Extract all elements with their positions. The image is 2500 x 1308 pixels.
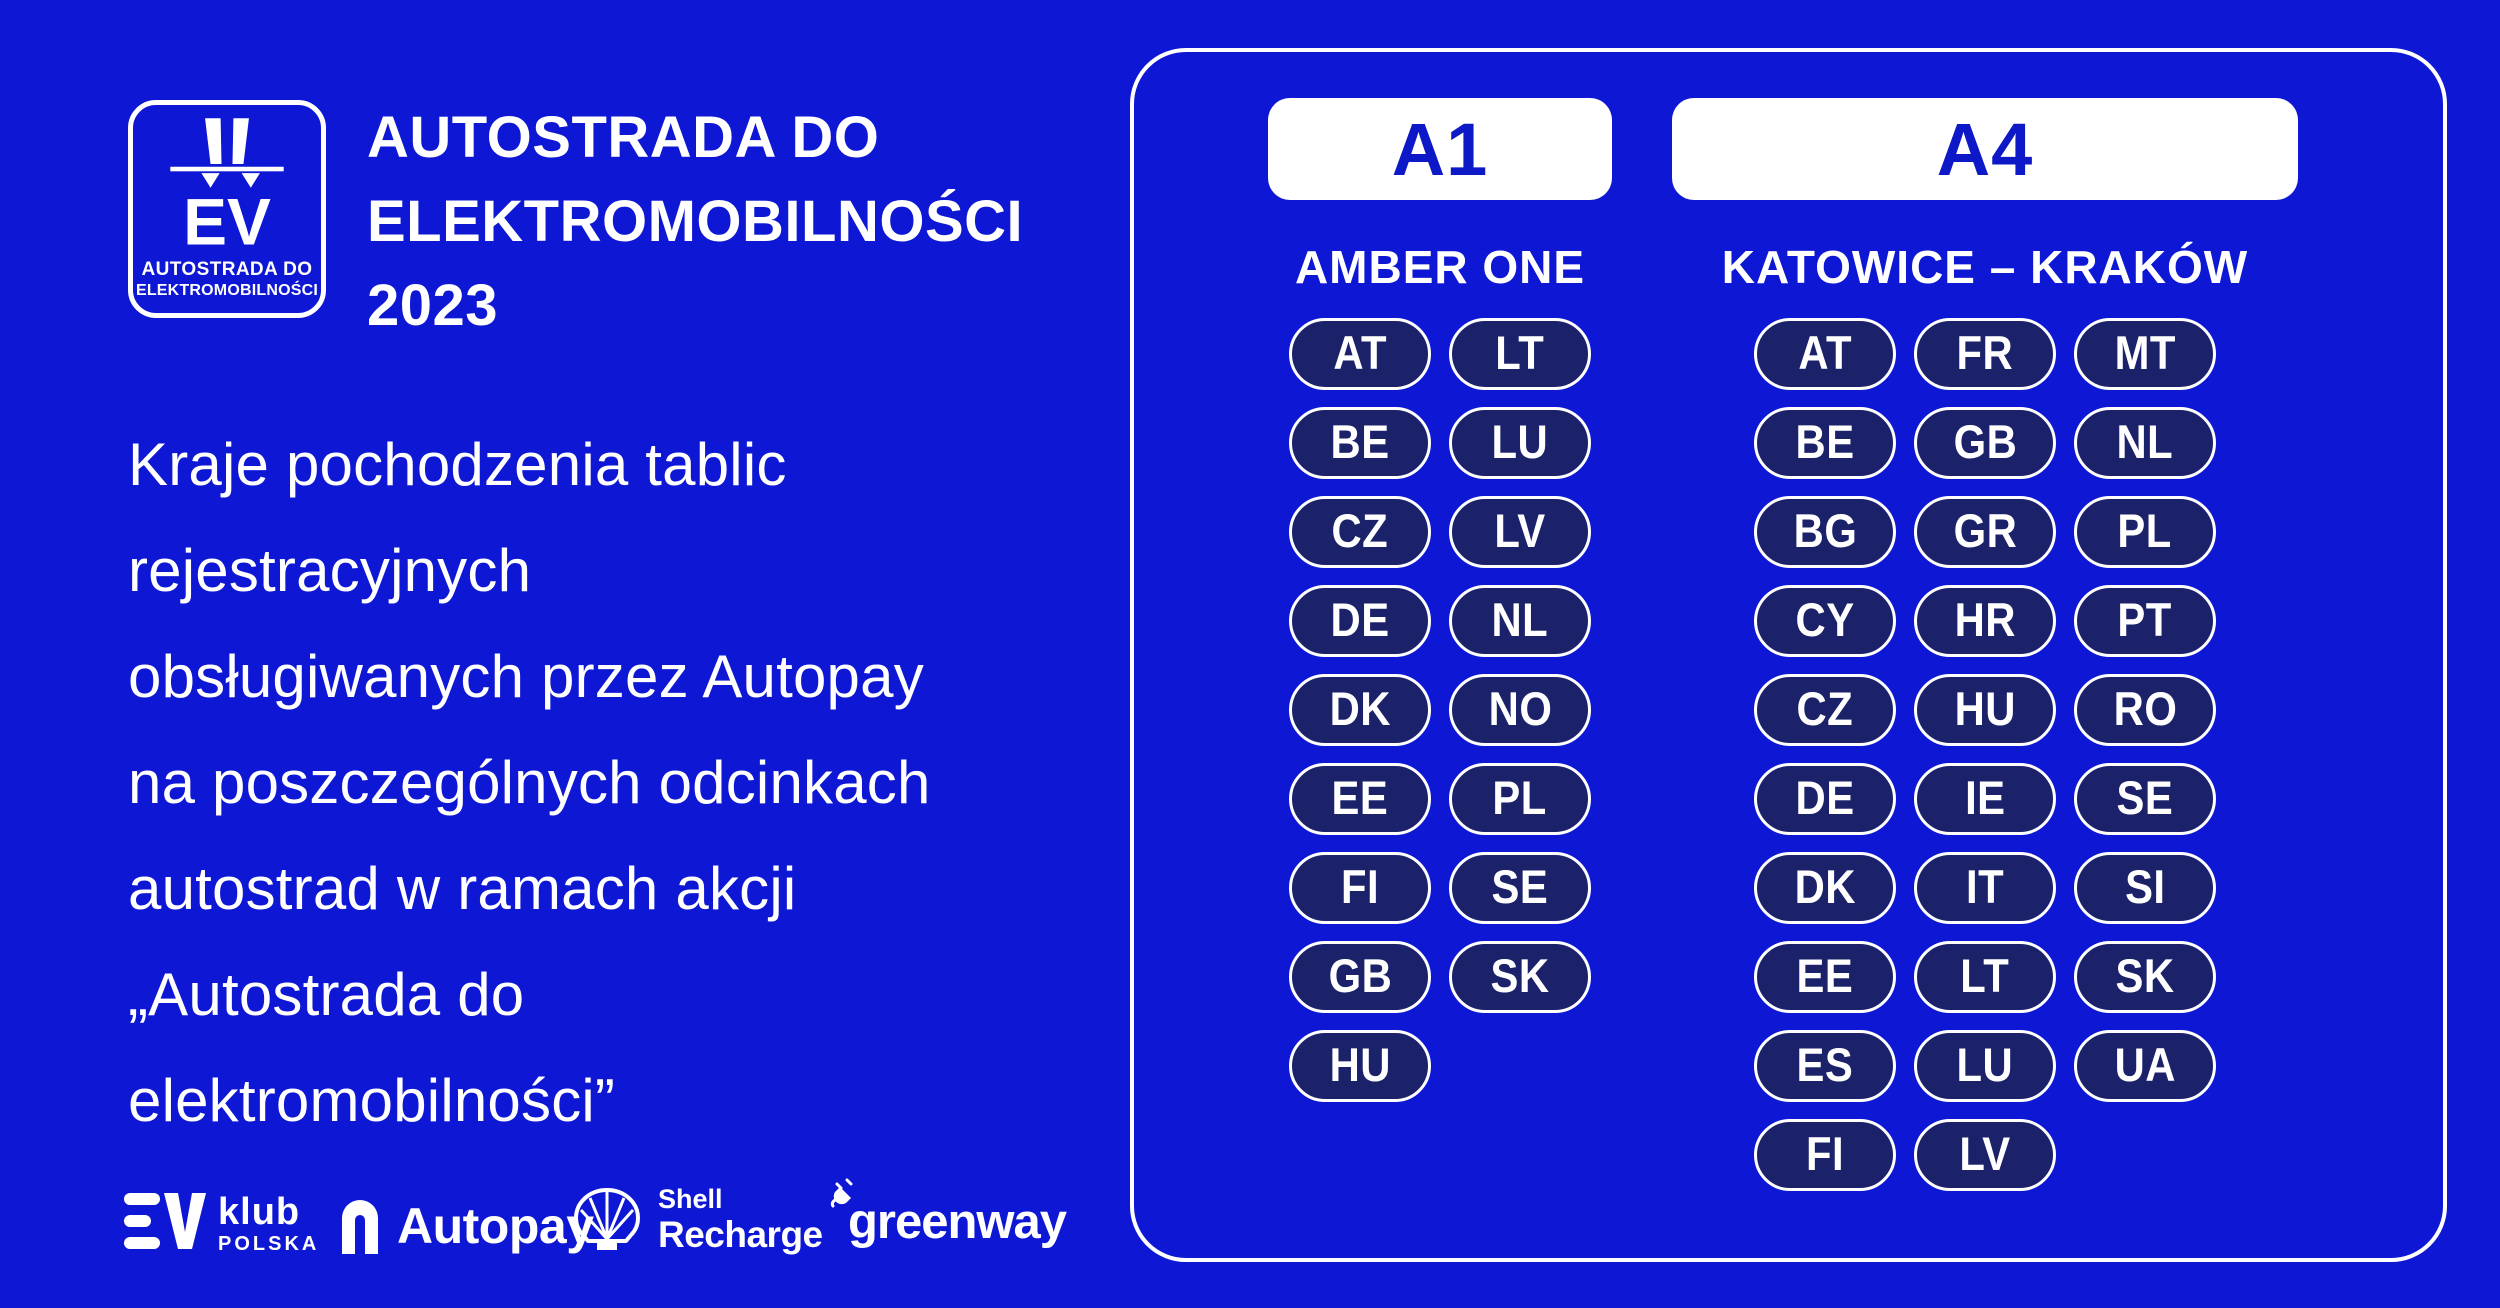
description-line: autostrad w ramach akcji — [128, 855, 797, 922]
country-code: HU — [1954, 683, 2016, 736]
country-code-pill — [1754, 763, 1896, 835]
shell-pecten-icon — [570, 1186, 644, 1257]
country-code-pill — [1754, 407, 1896, 479]
country-code: FR — [1956, 327, 2014, 380]
country-code: BE — [1795, 416, 1855, 469]
country-code: CZ — [1796, 683, 1854, 736]
highway-badge-a4-label: A4 — [1936, 107, 2034, 191]
country-code: SE — [1491, 861, 1549, 914]
logo-card-line2: ELEKTROMOBILNOŚCI — [135, 282, 319, 299]
country-code-pill — [1754, 585, 1896, 657]
highway-subtitle-a4: KATOWICE – KRAKÓW — [1721, 241, 2249, 293]
country-code: RO — [2113, 683, 2177, 736]
title-line: 2023 — [367, 273, 499, 338]
ev-klub-logo-icon — [124, 1188, 208, 1259]
country-code: HU — [1329, 1039, 1391, 1092]
country-code-pill — [1914, 674, 2056, 746]
country-code-pill — [1914, 763, 2056, 835]
country-code: PT — [2117, 594, 2173, 647]
country-code: BE — [1330, 416, 1390, 469]
country-code-pill — [1754, 674, 1896, 746]
country-code-pill — [2074, 318, 2216, 390]
description-line: obsługiwanych przez Autopay — [128, 643, 924, 710]
country-code-pill — [2074, 585, 2216, 657]
country-code-pill — [1289, 852, 1431, 924]
country-code-pill — [1449, 941, 1591, 1013]
country-code: SK — [2115, 950, 2175, 1003]
country-code-pill — [1449, 763, 1591, 835]
country-code: SI — [2124, 861, 2166, 914]
ev-polska-label: POLSKA — [218, 1233, 320, 1255]
country-code-pill — [1754, 852, 1896, 924]
greenway-label: greenway — [848, 1195, 1067, 1249]
country-code-pill — [1914, 585, 2056, 657]
country-code: IT — [1965, 861, 2005, 914]
country-code-pill — [1449, 407, 1591, 479]
country-code: EE — [1796, 950, 1854, 1003]
country-code-pill — [1289, 496, 1431, 568]
country-code-pill — [1914, 1030, 2056, 1102]
country-code-pill — [1289, 318, 1431, 390]
country-code-pill — [2074, 852, 2216, 924]
svg-text:EV: EV — [183, 184, 271, 251]
highway-badge-a1-label: A1 — [1391, 107, 1489, 191]
country-code: LT — [1495, 327, 1545, 380]
a4-country-grid — [1754, 318, 2216, 1191]
country-code-pill — [1449, 674, 1591, 746]
country-code-pill — [2074, 496, 2216, 568]
page-title — [367, 96, 1023, 348]
country-code: AT — [1333, 327, 1387, 380]
highway-badge-a1 — [1268, 98, 1612, 200]
country-code: BG — [1793, 505, 1857, 558]
country-code-pill — [1754, 496, 1896, 568]
country-code: FI — [1340, 861, 1380, 914]
description-text — [128, 412, 931, 1154]
country-code: DK — [1329, 683, 1391, 736]
country-code: SK — [1490, 950, 1550, 1003]
description-line: elektromobilności” — [128, 1067, 616, 1134]
highway-subtitle-a1: AMBER ONE — [1294, 241, 1586, 293]
country-code: NL — [1491, 594, 1549, 647]
country-code: LV — [1494, 505, 1546, 558]
country-code-pill — [1914, 1119, 2056, 1191]
country-code: DE — [1795, 772, 1855, 825]
country-code-pill — [1754, 941, 1896, 1013]
title-line: ELEKTROMOBILNOŚCI — [367, 189, 1024, 254]
motorway-ev-icon — [163, 109, 291, 256]
country-code-pill — [1914, 496, 2056, 568]
highway-badge-a4 — [1672, 98, 2298, 200]
country-code: PL — [2117, 505, 2173, 558]
partner-ev-klub-polska-logo — [124, 1188, 319, 1259]
country-code: GB — [1953, 416, 2017, 469]
country-code-pill — [1449, 852, 1591, 924]
logo-card-line1: AUTOSTRADA DO — [141, 259, 313, 280]
country-code: CZ — [1331, 505, 1389, 558]
description-line: na poszczególnych odcinkach — [128, 749, 931, 816]
ev-klub-label: klub — [218, 1191, 301, 1233]
country-code: EE — [1331, 772, 1389, 825]
country-code: NL — [2116, 416, 2174, 469]
description-line: „Autostrada do — [128, 961, 525, 1028]
country-code: SE — [2116, 772, 2174, 825]
country-code: GR — [1953, 505, 2017, 558]
autopay-label: Autopay — [397, 1197, 594, 1254]
country-code: LT — [1960, 950, 2010, 1003]
country-code: ES — [1796, 1039, 1854, 1092]
country-code: CY — [1795, 594, 1855, 647]
country-code: GB — [1328, 950, 1392, 1003]
country-code-pill — [1289, 941, 1431, 1013]
country-code: FI — [1805, 1128, 1845, 1181]
country-code-pill — [1914, 318, 2056, 390]
title-line: AUTOSTRADA DO — [367, 105, 880, 170]
country-code: DK — [1794, 861, 1856, 914]
ev-motorway-logo-card — [128, 100, 326, 318]
country-code-pill — [1289, 585, 1431, 657]
country-code: LV — [1959, 1128, 2011, 1181]
country-code-pill — [1449, 496, 1591, 568]
a1-country-grid — [1289, 318, 1591, 1102]
country-code-pill — [1449, 585, 1591, 657]
description-line: rejestracyjnych — [128, 537, 532, 604]
description-line: Kraje pochodzenia tablic — [128, 431, 787, 498]
partner-autopay-logo — [337, 1192, 594, 1259]
country-code: LU — [1956, 1039, 2014, 1092]
country-code-pill — [2074, 674, 2216, 746]
country-code: AT — [1798, 327, 1852, 380]
country-code: DE — [1330, 594, 1390, 647]
country-code: PL — [1492, 772, 1548, 825]
country-code-pill — [1914, 941, 2056, 1013]
country-code: UA — [2114, 1039, 2176, 1092]
country-code: IE — [1964, 772, 2006, 825]
country-code: NO — [1488, 683, 1552, 736]
country-code-pill — [2074, 407, 2216, 479]
country-code: HR — [1954, 594, 2016, 647]
partner-shell-recharge-logo — [570, 1186, 823, 1257]
country-code-pill — [1289, 407, 1431, 479]
recharge-label: Recharge — [658, 1214, 823, 1255]
country-code-pill — [1914, 407, 2056, 479]
partner-greenway-logo — [848, 1194, 1066, 1250]
shell-label: Shell — [658, 1184, 723, 1214]
country-code-pill — [1449, 318, 1591, 390]
country-code-pill — [1289, 1030, 1431, 1102]
country-code: LU — [1491, 416, 1549, 469]
country-code-pill — [1754, 1119, 1896, 1191]
country-code-pill — [1754, 1030, 1896, 1102]
country-code-pill — [1754, 318, 1896, 390]
country-code: MT — [2114, 327, 2176, 380]
country-code-pill — [2074, 1030, 2216, 1102]
country-code-pill — [2074, 763, 2216, 835]
country-code-pill — [1914, 852, 2056, 924]
country-code-pill — [1289, 763, 1431, 835]
country-code-pill — [1289, 674, 1431, 746]
country-code-pill — [2074, 941, 2216, 1013]
autopay-arch-icon — [337, 1192, 383, 1259]
